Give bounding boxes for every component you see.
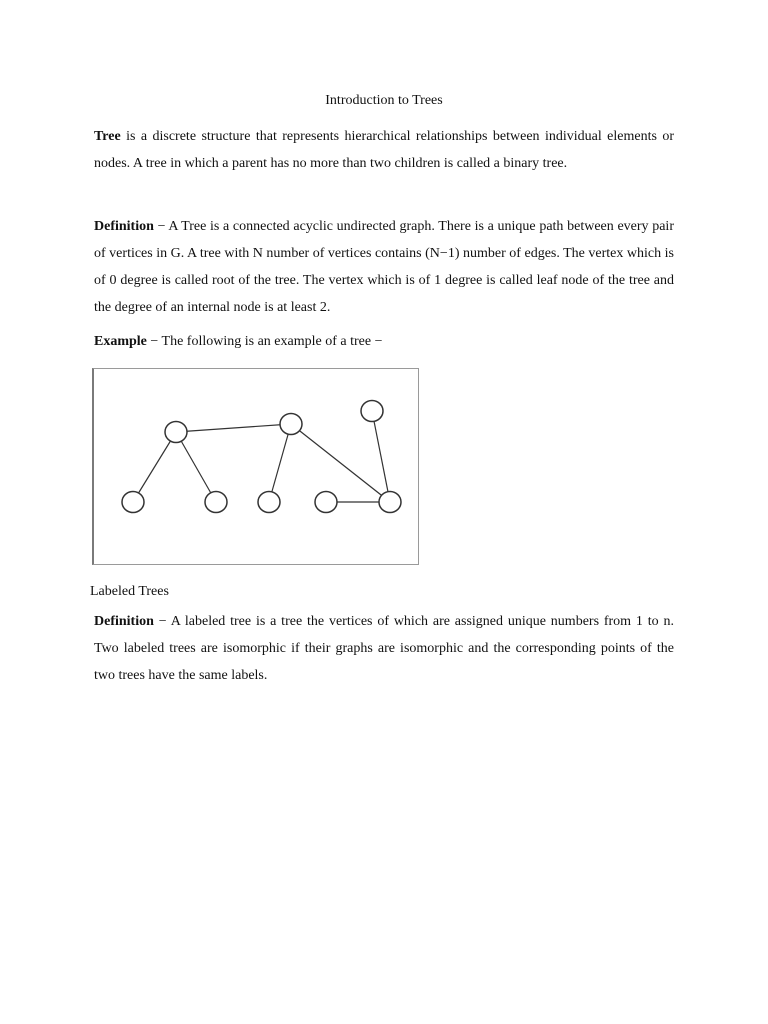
tree-vertex: [122, 492, 144, 513]
definition-term: Definition: [94, 219, 154, 234]
tree-vertex: [258, 492, 280, 513]
tree-edge: [372, 411, 390, 502]
tree-vertex: [379, 492, 401, 513]
example-term: Example: [94, 334, 147, 349]
tree-vertex: [280, 414, 302, 435]
labeled-definition-paragraph-text: − A labeled tree is a tree the vertices of which are assigned unique numbers from 1 to n. Two labeled trees are isomorphic if their graphs are isomorphic and the corresponding points of the two trees have the same labels.: [94, 614, 674, 683]
definition-paragraph-text: − A Tree is a connected acyclic undirected graph. There is a unique path between every pair of vertices in G. A tree with N number of vertices contains (N−1) number of edges. The vertex which is of 0 degree is called root of the tree. The vertex which is of 1 degree is called leaf node of the tree and the degree of an internal node is at least 2.: [94, 219, 674, 315]
tree-edge: [133, 432, 176, 502]
tree-vertex: [205, 492, 227, 513]
tree-vertex: [165, 422, 187, 443]
example-paragraph: [94, 328, 674, 355]
labeled-definition-term: Definition: [94, 614, 154, 629]
example-paragraph-text: − The following is an example of a tree −: [146, 334, 383, 349]
tree-edge: [176, 424, 291, 432]
labeled-trees-heading: Labeled Trees: [90, 584, 169, 599]
tree-edge: [291, 424, 390, 502]
tree-example-figure: [92, 368, 419, 565]
tree-paragraph-text: is a discrete structure that represents hierarchical relationships between individual elements or nodes. A tree in which a parent has no more than two children is called a binary tree.: [94, 129, 674, 171]
tree-term: Tree: [94, 129, 121, 144]
tree-vertex: [315, 492, 337, 513]
definition-paragraph: [94, 213, 674, 321]
labeled-definition-paragraph: [94, 608, 674, 689]
tree-vertex: [361, 401, 383, 422]
page-title: Introduction to Trees: [325, 93, 443, 108]
tree-graph-diagram: [94, 369, 421, 566]
tree-edge: [176, 432, 216, 502]
tree-edge: [269, 424, 291, 502]
tree-paragraph: [94, 123, 674, 177]
